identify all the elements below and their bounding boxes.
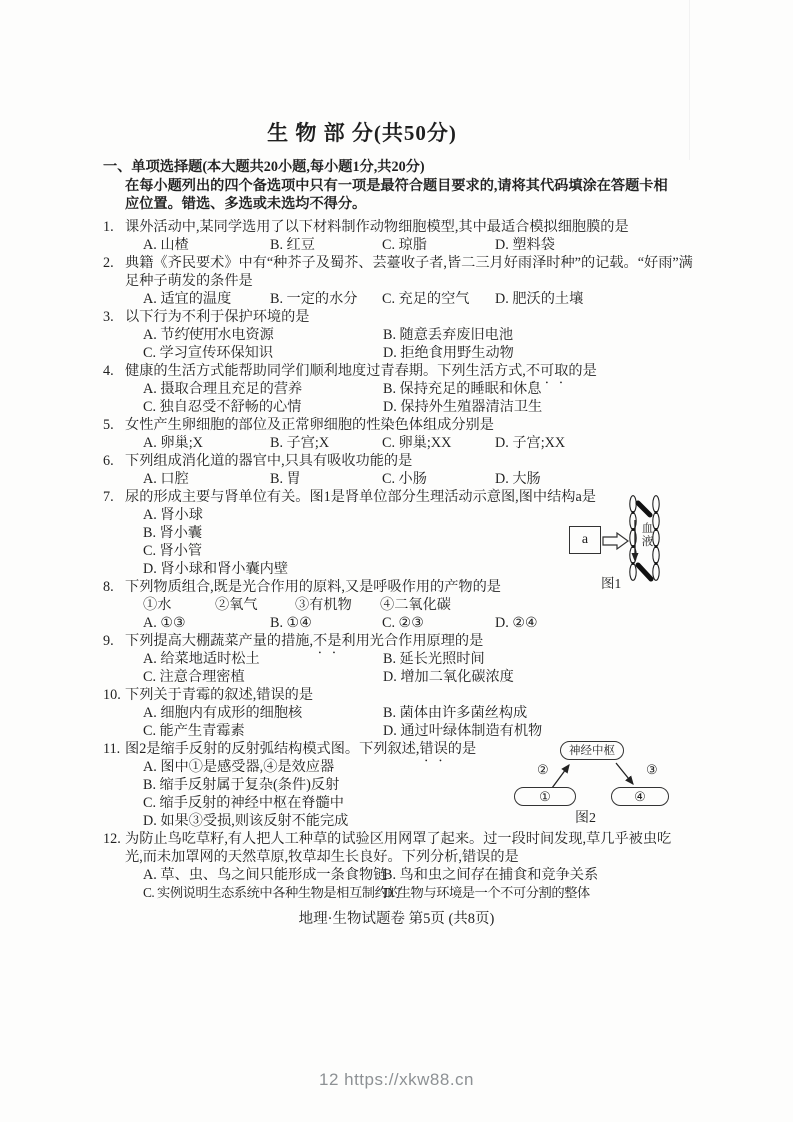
page-title: 生 物 部 分(共50分) [267,121,457,145]
receptor-node: ① [514,787,576,806]
question-5-stem-line-1 [103,416,713,434]
question-8-option-c: C. ②③ [382,615,424,631]
question-7-option-b: B. 肾小囊 [143,525,203,541]
question-8-plain-text: 下列物质组合,既是光合作用的原料,又是呼吸作用的产物的是 [125,579,501,595]
question-9-plain-text: 下列提高大棚蔬菜产量的措施, [125,633,313,649]
question-7-option-d: D. 肾小球和肾小囊内壁 [143,561,289,577]
figure-2-caption: 图2 [575,811,596,826]
efferent-arrow-label: ③ [646,762,658,777]
question-3-option-d: D. 拒绝食用野生动物 [383,345,514,361]
effector-node: ④ [611,787,669,806]
question-12-stem-line-1 [103,830,713,848]
question-11-option-d: D. 如果③受损,则该反射不能完成 [143,813,349,829]
question-12-number: 12. [103,831,121,847]
question-8-item-2: ②氧气 [215,597,258,613]
question-5-option-b: B. 子宫;X [270,435,330,451]
question-5-stem-text [125,417,494,433]
question-1-option-d: D. 塑料袋 [495,237,555,253]
question-12-stem-line-2 [103,848,713,866]
question-8-option-b: B. ①④ [270,615,312,631]
question-9-stem-line-1 [103,632,713,650]
question-3-emphasized-text: 不利于 [181,309,225,325]
blood-cell-top [638,503,650,515]
question-4-emphasized-text: 不可取 [525,363,569,379]
blood-flow-arrowhead [632,553,639,562]
question-1-option-c: C. 琼脂 [382,237,427,253]
question-5-option-c: C. 卵巢;XX [382,435,452,451]
question-12-option-d: D. 生物与环境是一个不可分割的整体 [383,885,590,900]
question-2-stem-line-2 [103,272,713,290]
efferent-arrow [616,763,633,784]
blood-label: 血液 [641,523,654,548]
question-2-options-line [103,290,713,308]
question-10-plain-text: 的是 [284,687,314,703]
question-12-option-b: B. 鸟和虫之间存在捕食和竞争关系 [383,867,599,883]
question-8-item-4: ④二氧化碳 [380,597,451,613]
question-9-options-line [103,668,713,686]
question-4-options-line [103,380,713,398]
question-7-option-c: C. 肾小管 [143,543,203,559]
question-9-number: 9. [103,633,114,649]
question-2-stem-text [125,273,253,289]
question-4-option-b: B. 保持充足的睡眠和休息 [383,381,542,397]
question-11-plain-text: 的是 [447,741,477,757]
question-8-numbered-items [103,596,713,614]
blood-cell-bottom [638,565,651,579]
question-12-emphasized-text: 错误 [461,849,491,865]
question-2-option-b: B. 一定的水分 [270,291,358,307]
question-10-option-d: D. 通过叶绿体制造有机物 [383,723,543,739]
question-4-option-a: A. 摄取合理且充足的营养 [143,381,303,397]
question-11-emphasized-text: 错误 [419,741,448,757]
question-8-number: 8. [103,579,114,595]
instruction-line-2: 应位置。错选、多选或未选均不得分。 [125,196,367,212]
question-10-stem-line-1 [103,686,713,704]
question-6-option-a: A. 口腔 [143,471,189,487]
section-heading: 一、单项选择题(本大题共20小题,每小题1分,共20分) [103,159,425,175]
question-9-option-a: A. 给菜地适时松土 [143,651,260,667]
question-3-stem-line-1 [103,308,713,326]
question-5-option-a: A. 卵巢;X [143,435,203,451]
question-9-option-c: C. 注意合理密植 [143,669,245,685]
question-6-number: 6. [103,453,114,469]
question-2-stem-text [125,255,693,271]
question-1-option-a: A. 山楂 [143,237,189,253]
question-4-plain-text: 健康的生活方式能帮助同学们顺利地度过青春期。下列生活方式, [125,363,526,379]
question-3-plain-text: 保护环境的是 [224,309,310,325]
question-10-emphasized-text: 错误 [256,687,285,703]
question-6-stem-text [125,453,412,469]
question-5-options-line [103,434,713,452]
question-4-option-d: D. 保持外生殖器清洁卫生 [383,399,543,415]
question-9-option-b: B. 延长光照时间 [383,651,485,667]
question-6-options-line [103,470,713,488]
question-1-options-line [103,236,713,254]
question-8-options-line [103,614,713,632]
question-8-item-3: ③有机物 [295,597,352,613]
question-11-option-c: C. 缩手反射的神经中枢在脊髓中 [143,795,344,811]
question-11-plain-text: 图2是缩手反射的反射弧结构模式图。下列叙述, [125,741,420,757]
question-10-option-a: A. 细胞内有成形的细胞核 [143,705,303,721]
question-6-option-c: C. 小肠 [382,471,427,487]
question-1-number: 1. [103,219,114,235]
question-12-option-a: A. 草、虫、鸟之间只能形成一条食物链 [143,867,388,883]
question-5-plain-text: 女性产生卵细胞的部位及正常卵细胞的性染色体组成分别是 [125,417,494,433]
question-12-options-line [103,866,713,884]
question-2-option-d: D. 肥沃的土壤 [495,291,584,307]
question-2-option-c: C. 充足的空气 [382,291,470,307]
footer-caption: 地理·生物试题卷 第5页 (共8页) [298,911,495,927]
question-8-item-1: ①水 [143,597,172,613]
figure-1-caption: 图1 [601,576,622,591]
question-3-option-b: B. 随意丢弃废旧电池 [383,327,514,343]
question-4-option-c: C. 独自忍受不舒畅的心情 [143,399,302,415]
question-12-plain-text: 为防止鸟吃草籽,有人把人工种草的试验区用网罩了起来。过一段时间发现,草几乎被虫吃 [125,831,672,847]
question-10-number: 10. [103,687,121,703]
question-9-emphasized-text: 不是 [313,633,342,649]
question-6-option-d: D. 大肠 [495,471,541,487]
watermark-text: 12 https://xkw88.cn [318,1070,475,1089]
question-9-plain-text: 利用光合作用原理的是 [341,633,484,649]
question-1-stem-text [125,219,629,235]
question-4-options-line [103,398,713,416]
structure-a-box: a [569,526,601,554]
question-1-plain-text: 课外活动中,某同学选用了以下材料制作动物细胞模型,其中最适合模拟细胞膜的是 [125,219,629,235]
question-1-option-b: B. 红豆 [270,237,315,253]
question-3-option-c: C. 学习宣传环保知识 [143,345,274,361]
question-11-option-a: A. 图中①是感受器,④是效应器 [143,759,335,775]
question-4-number: 4. [103,363,114,379]
question-9-option-d: D. 增加二氧化碳浓度 [383,669,514,685]
hollow-right-arrow-icon [603,533,628,549]
question-3-option-a: A. 节约使用水电资源 [143,327,274,343]
question-8-option-d: D. ②④ [495,615,538,631]
question-12-plain-text: 的是 [490,849,519,865]
question-10-option-b: B. 菌体由许多菌丝构成 [383,705,528,721]
question-8-stem-text [125,579,501,595]
instruction-line-1: 在每小题列出的四个备选项中只有一项是最符合题目要求的,请将其代码填涂在答题卡相 [125,177,668,194]
question-2-stem-line-1 [103,254,713,272]
question-12-plain-text: 光,而未加罩网的天然草原,牧草却生长良好。下列分析, [125,849,462,865]
question-7-stem-text [125,489,596,505]
question-3-number: 3. [103,309,114,325]
question-12-stem-text [125,831,671,847]
question-4-stem-line-1 [103,362,713,380]
question-11-option-b: B. 缩手反射属于复杂(条件)反射 [143,777,340,793]
question-7-option-a: A. 肾小球 [143,507,203,523]
question-10-options-line [103,704,713,722]
question-2-number: 2. [103,255,114,271]
question-6-plain-text: 下列组成消化道的器官中,只具有吸收功能的是 [125,453,413,469]
question-6-option-b: B. 胃 [270,471,301,487]
question-7-plain-text: 尿的形成主要与肾单位有关。图1是肾单位部分生理活动示意图,图中结构a是 [125,489,596,505]
question-5-option-d: D. 子宫;XX [495,435,566,451]
question-12-options-line [103,884,713,902]
nerve-center-node: 神经中枢 [560,741,624,760]
question-1-stem-line-1 [103,218,713,236]
section-preamble [103,158,723,214]
question-3-options-line [103,344,713,362]
figure-2 [505,737,680,829]
afferent-arrow-label: ② [537,762,549,777]
question-6-stem-line-1 [103,452,713,470]
question-2-plain-text: 足种子萌发的条件是 [125,273,253,289]
afferent-arrow [552,765,569,788]
figure-1 [555,492,680,594]
question-11-number: 11. [103,741,121,757]
vessel-right-wall-nuclei [655,511,658,565]
question-9-options-line [103,650,713,668]
question-10-option-c: C. 能产生青霉素 [143,723,245,739]
question-2-plain-text: 典籍《齐民要术》中有“种芥子及蜀芥、芸薹收子者,皆二三月好雨泽时种”的记载。“好雨”满 [125,255,693,271]
question-10-plain-text: 下列关于青霉的叙述, [125,687,257,703]
question-7-number: 7. [103,489,114,505]
question-8-option-a: A. ①③ [143,615,186,631]
question-5-number: 5. [103,417,114,433]
question-3-plain-text: 以下行为 [125,309,182,325]
question-12-option-c: C. 实例说明生态系统中各种生物是相互制约的 [143,885,401,900]
question-2-option-a: A. 适宜的温度 [143,291,232,307]
question-4-plain-text: 的是 [568,363,597,379]
question-3-options-line [103,326,713,344]
